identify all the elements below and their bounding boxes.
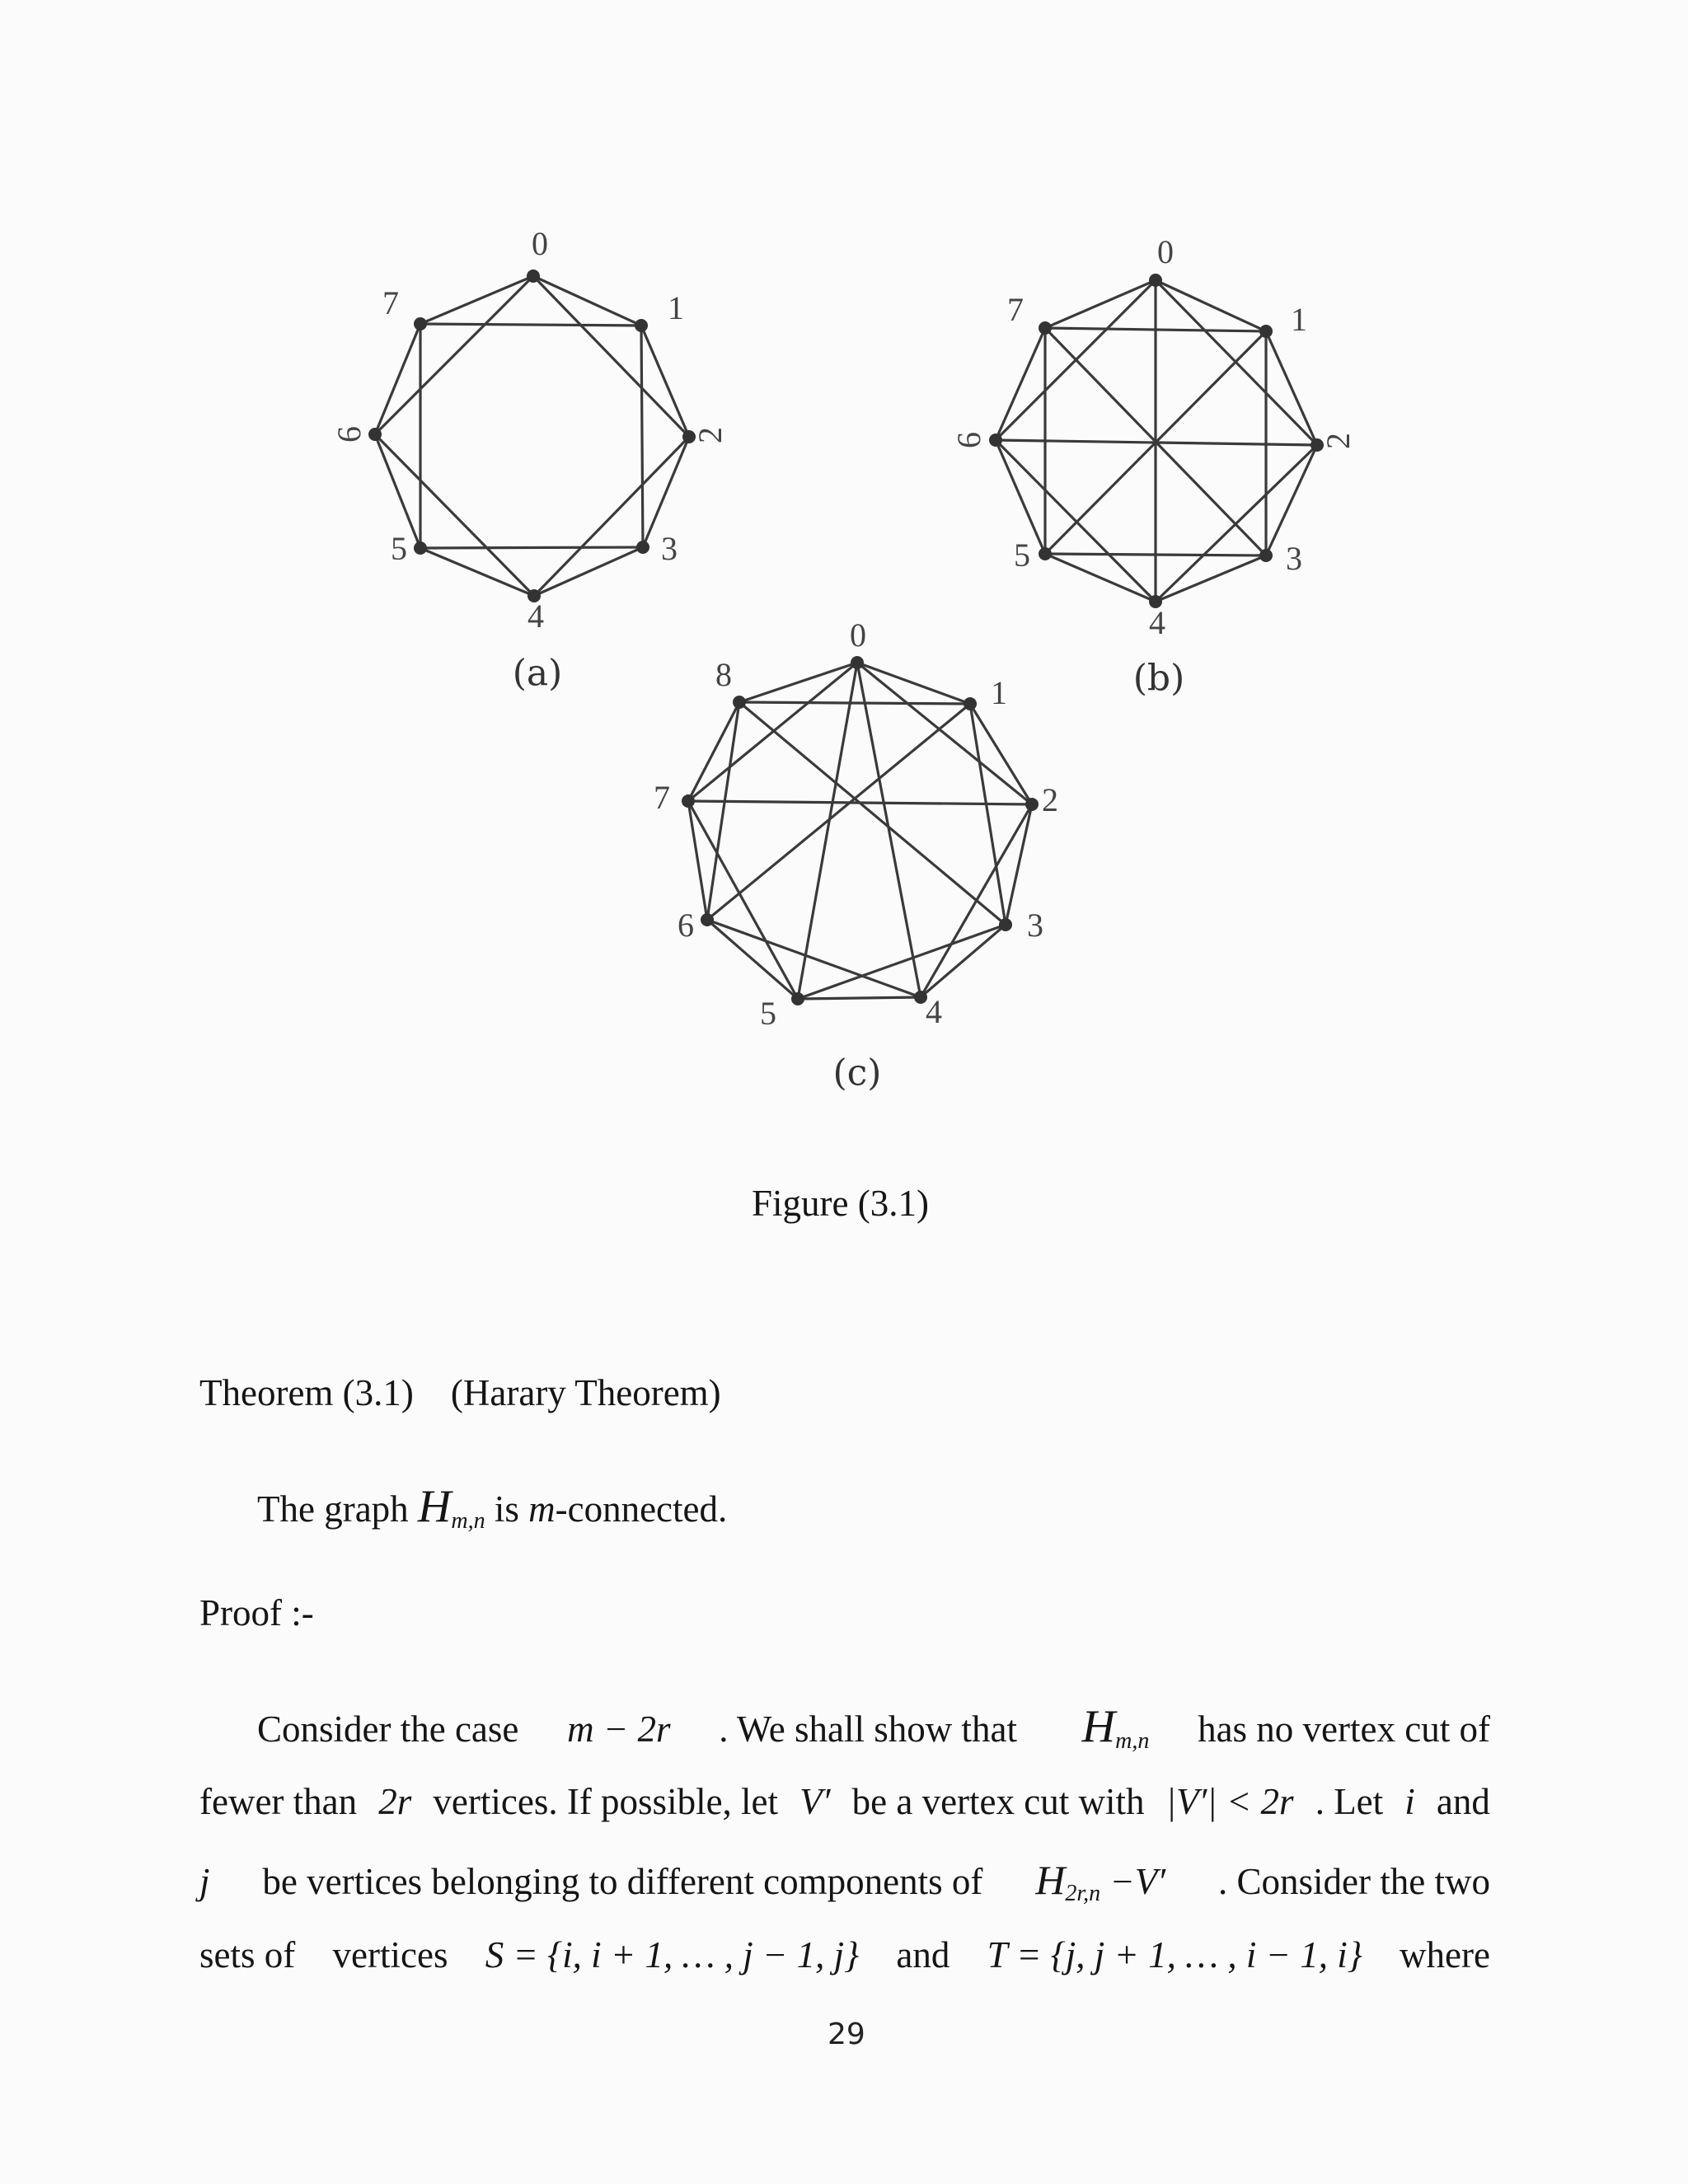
graph-edge <box>707 920 798 999</box>
graph-edge <box>707 920 921 997</box>
graph-edge <box>921 925 1006 997</box>
math-expr: i <box>1404 1781 1415 1822</box>
vertex-label: 4 <box>528 598 544 635</box>
vertex-label: 1 <box>668 289 684 327</box>
proof-text: . We shall show that <box>719 1708 1017 1750</box>
graph-vertex <box>989 434 1002 447</box>
vertex-label: 1 <box>1291 301 1307 339</box>
graph-b <box>950 233 1357 699</box>
vertex-label: 5 <box>760 995 776 1033</box>
graph-symbol: H <box>417 1481 452 1532</box>
vertex-label: 3 <box>1027 907 1043 944</box>
proof-text: vertices. If possible, let <box>433 1781 779 1822</box>
statement-text: -connected. <box>555 1488 728 1530</box>
math-expr: S = {i, i + 1, … , j − 1, j} <box>485 1934 860 1975</box>
vertex-label: 7 <box>382 284 399 322</box>
math-expr: j <box>199 1861 210 1902</box>
graph-edge <box>739 702 1006 925</box>
graph-vertex <box>636 541 649 554</box>
vertex-label: 4 <box>1149 604 1165 642</box>
graph-symbol: H <box>1081 1701 1116 1752</box>
proof-text: . Let <box>1315 1781 1384 1822</box>
graph-edge <box>857 663 921 997</box>
graph-subscript: 2r,n <box>1065 1881 1101 1906</box>
proof-text: where <box>1400 1934 1490 1975</box>
graph-edge <box>420 548 534 596</box>
graph-vertex <box>527 269 540 283</box>
vertex-label: 2 <box>1320 433 1357 449</box>
vertex-label: 7 <box>1007 291 1024 329</box>
graph-edge <box>1266 445 1317 555</box>
graph-edge <box>857 663 970 704</box>
graph-vertex <box>1039 321 1052 335</box>
graph-edge <box>1045 554 1156 602</box>
vertex-label: 3 <box>1286 540 1302 578</box>
proof-text: be a vertex cut with <box>851 1781 1145 1822</box>
theorem-heading <box>199 1372 721 1413</box>
graph-edge <box>1045 280 1156 328</box>
math-expr: 2r <box>378 1781 412 1822</box>
proof-text: be vertices belonging to different components of <box>262 1861 983 1902</box>
proof-line-2 <box>199 1783 1490 1821</box>
theorem-name: (Harary Theorem) <box>450 1372 721 1413</box>
vertex-label: 7 <box>654 779 670 817</box>
vertex-label: 1 <box>991 674 1007 712</box>
figure-caption: Figure (3.1) <box>752 1183 929 1224</box>
theorem-statement <box>257 1483 727 1533</box>
vertex-label: 4 <box>926 993 942 1031</box>
proof-text: vertices <box>332 1934 448 1975</box>
graph-edge <box>739 663 857 702</box>
proof-text: and <box>1436 1781 1490 1822</box>
graph-edge <box>420 324 641 326</box>
graph-subscript: m,n <box>451 1508 485 1534</box>
vertex-label: 3 <box>661 530 678 568</box>
graph-vertex <box>414 541 427 555</box>
graph-vertex <box>701 913 714 926</box>
graph-edge <box>1266 331 1317 445</box>
theorem-label: Theorem (3.1) <box>199 1372 414 1413</box>
graph-edge <box>1156 280 1266 331</box>
proof-line-1 <box>257 1701 1490 1754</box>
graph-vertex <box>1259 549 1273 562</box>
panel-label: (c) <box>832 1052 882 1094</box>
proof-line-3 <box>199 1859 1490 1905</box>
graph-edge <box>641 326 643 547</box>
vertex-label: 6 <box>950 432 988 448</box>
vertex-label: 0 <box>1157 233 1174 271</box>
math-expr: m − 2r <box>567 1708 671 1750</box>
graph-vertex <box>1039 547 1052 560</box>
graph-vertex <box>851 656 864 669</box>
graph-edge <box>707 704 970 920</box>
graph-edge <box>739 702 970 704</box>
vertex-label: 5 <box>1014 537 1030 574</box>
proof-text: has no vertex cut of <box>1198 1708 1490 1750</box>
graph-vertex <box>733 696 746 709</box>
graph-edge <box>970 704 1006 925</box>
graph-a <box>331 225 729 694</box>
graph-vertex <box>964 697 977 710</box>
math-expr: T = {j, j + 1, … , i − 1, i} <box>987 1934 1362 1975</box>
math-expr: |V′| < 2r <box>1165 1781 1294 1822</box>
graph-vertex <box>1149 274 1162 287</box>
page-number: 29 <box>828 2018 865 2051</box>
vertex-label: 2 <box>1042 781 1058 819</box>
vertex-label: 6 <box>678 907 694 944</box>
graph-edge <box>375 434 534 596</box>
math-expr: V′ <box>799 1781 831 1822</box>
graph-edge <box>420 276 533 324</box>
graph-vertex <box>791 992 804 1005</box>
graph-edge <box>641 326 689 437</box>
graph-edge <box>533 276 689 437</box>
vertex-label: 8 <box>715 656 732 694</box>
graph-vertex <box>999 918 1012 931</box>
vertex-label: 0 <box>850 616 866 654</box>
graph-edge <box>1156 555 1266 602</box>
proof-text: fewer than <box>199 1781 358 1822</box>
graph-vertex <box>414 317 427 330</box>
proof-text: and <box>896 1934 950 1975</box>
graph-edge <box>420 547 643 548</box>
graph-vertex <box>1025 798 1039 811</box>
graph-vertex <box>682 794 695 808</box>
proof-text: Consider the case <box>257 1708 519 1750</box>
panel-label: (b) <box>1132 657 1185 700</box>
graph-vertex <box>1259 325 1273 338</box>
statement-text: The graph <box>257 1488 409 1530</box>
graph-edge <box>798 663 857 999</box>
graph-edge <box>533 276 641 326</box>
statement-text: is <box>494 1488 519 1530</box>
graph-symbol: H <box>1035 1857 1066 1903</box>
proof-text: sets of <box>199 1934 296 1975</box>
math-m: m <box>528 1488 556 1530</box>
proof-heading: Proof :- <box>199 1592 314 1633</box>
vertex-label: 6 <box>331 426 368 443</box>
graph-edge <box>798 997 921 999</box>
graph-edge <box>798 925 1006 999</box>
vertex-label: 5 <box>391 530 407 568</box>
math-expr: −V′ <box>1109 1861 1166 1902</box>
graph-edge <box>996 440 1156 602</box>
vertex-label: 0 <box>532 225 548 263</box>
panel-label: (a) <box>512 652 563 695</box>
graph-edge <box>375 324 420 434</box>
graph-subscript: m,n <box>1115 1728 1150 1754</box>
graph-edge <box>534 547 643 596</box>
graph-vertex <box>368 428 382 441</box>
graph-c <box>654 616 1058 1094</box>
proof-text: . Consider the two <box>1218 1861 1490 1902</box>
proof-line-4 <box>199 1934 1490 1975</box>
graph-vertex <box>635 319 648 332</box>
graph-edge <box>534 437 689 596</box>
vertex-label: 2 <box>692 427 729 443</box>
graph-edge <box>996 328 1045 440</box>
